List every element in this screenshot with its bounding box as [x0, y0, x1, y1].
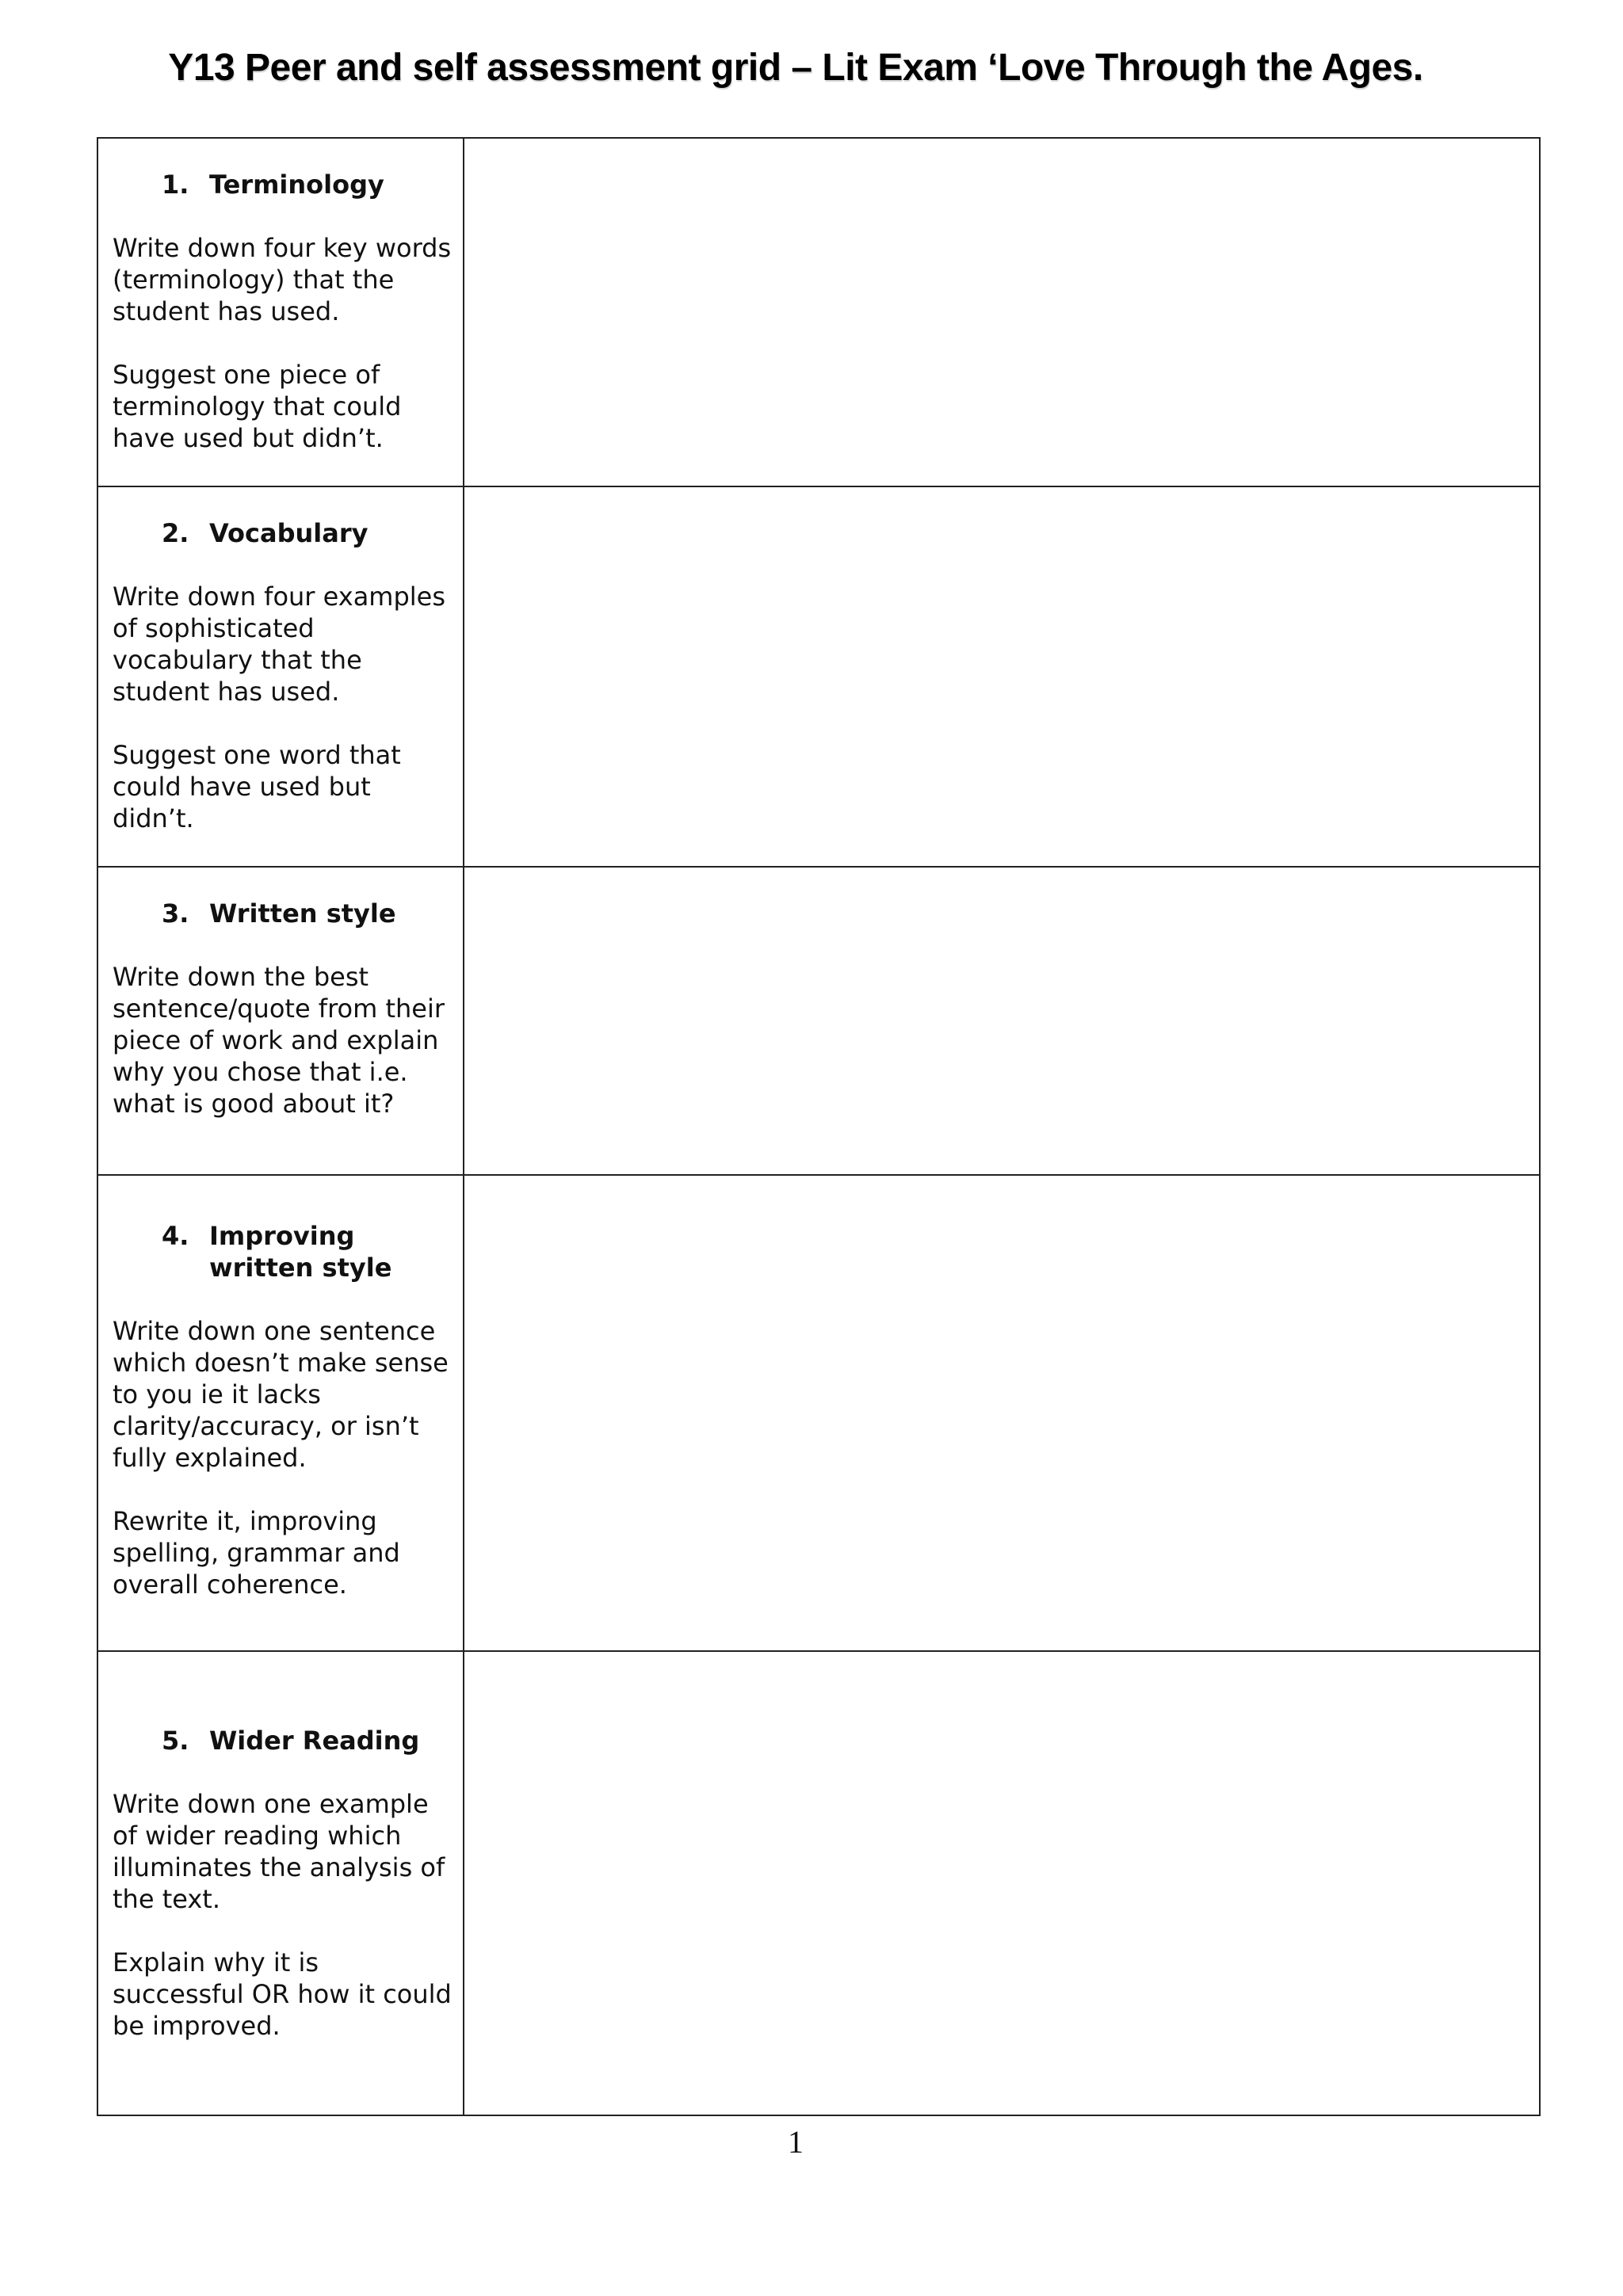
grid-row-improving-written-style [97, 1175, 1540, 1651]
section-heading [162, 1220, 452, 1283]
section-heading [162, 898, 452, 929]
section-number: 1. [162, 170, 189, 200]
prompt-cell-written-style [97, 867, 464, 1175]
answer-cell-vocabulary[interactable] [464, 486, 1540, 867]
section-number: 4. [162, 1221, 189, 1251]
section-title: Improving written style [209, 1221, 392, 1283]
grid-row-vocabulary [97, 486, 1540, 867]
page-title: Y13 Peer and self assessment grid – Lit Exam ‘Love Through the Ages. [168, 47, 1423, 89]
section-heading [162, 169, 452, 200]
section-number: 5. [162, 1726, 189, 1756]
prompt-cell-improving-written-style [97, 1175, 464, 1651]
instruction-text: Write down one sentence which doesn’t make sense to you ie it lacks clarity/accuracy, or isn’t fully explained. [113, 1316, 449, 1473]
section-title: Vocabulary [209, 518, 369, 548]
instruction-text: Explain why it is successful OR how it could be improved. [113, 1947, 452, 2041]
grid-row-written-style [97, 867, 1540, 1175]
prompt-cell-vocabulary [97, 486, 464, 867]
answer-cell-terminology[interactable] [464, 138, 1540, 486]
answer-cell-written-style[interactable] [464, 867, 1540, 1175]
instruction-text: Suggest one piece of terminology that could have used but didn’t. [113, 360, 402, 453]
section-number: 3. [162, 898, 189, 929]
prompt-cell-wider-reading [97, 1651, 464, 2115]
grid-row-terminology [97, 138, 1540, 486]
answer-cell-improving-written-style[interactable] [464, 1175, 1540, 1651]
answer-cell-wider-reading[interactable] [464, 1651, 1540, 2115]
section-number: 2. [162, 518, 189, 548]
assessment-grid [97, 137, 1541, 2116]
section-title: Terminology [209, 170, 384, 200]
page-number: 1 [788, 2124, 804, 2160]
instruction-text: Write down four key words (terminology) that the student has used. [113, 233, 452, 326]
instruction-text: Rewrite it, improving spelling, grammar and overall coherence. [113, 1506, 400, 1600]
instruction-text: Write down the best sentence/quote from their piece of work and explain why you chose that i.e. what is good about it? [113, 962, 445, 1119]
prompt-cell-terminology [97, 138, 464, 486]
section-heading [162, 517, 452, 549]
grid-row-wider-reading [97, 1651, 1540, 2115]
instruction-text: Suggest one word that could have used but didn’t. [113, 740, 401, 833]
section-title: Wider Reading [209, 1726, 420, 1756]
section-heading [162, 1725, 452, 1756]
instruction-text: Write down four examples of sophisticated vocabulary that the student has used. [113, 582, 446, 707]
section-title: Written style [209, 898, 396, 929]
instruction-text: Write down one example of wider reading which illuminates the analysis of the text. [113, 1789, 445, 1914]
